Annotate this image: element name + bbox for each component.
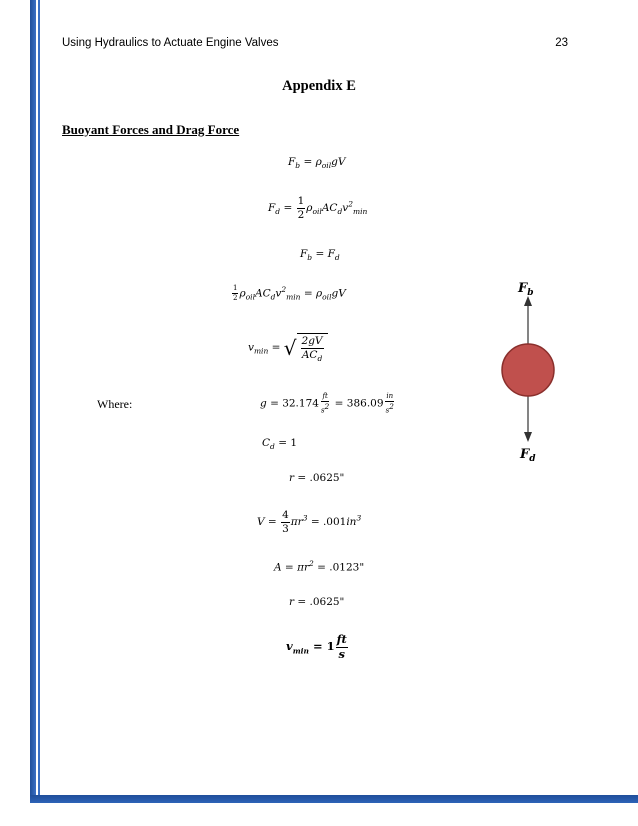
equation-area: $A = \pi r^2 = .0123$"	[274, 559, 365, 574]
equation-drag-coefficient: $C_d = 1$	[262, 437, 298, 452]
equation-gravity: g = 32.174 $\frac{ft}{s^2}$ = 386.09 $\frac{in}{s^2}$	[260, 392, 394, 415]
left-border-line	[38, 0, 40, 803]
equation-drag-force: $F_d$ = $\frac{1}{2}$ $\rho_{oil}AC_dv^2_{min}$	[268, 195, 368, 221]
drag-force-label: $F_d$	[520, 447, 536, 462]
section-title: Buoyant Forces and Drag Force	[62, 122, 240, 137]
equation-radius-repeat: r = .0625"	[289, 596, 345, 608]
equation-force-balance: $F_b = F_d$	[300, 248, 340, 263]
bottom-border-bar	[30, 795, 638, 803]
appendix-title: Appendix E	[282, 78, 356, 94]
running-title: Using Hydraulics to Actuate Engine Valves	[62, 37, 279, 49]
page-header	[62, 37, 568, 49]
equation-vmin-formula: $v_{min}$ = √ $\frac{2gV}{AC_d}$	[248, 333, 328, 362]
equation-radius: r = .0625"	[289, 472, 345, 484]
equation-buoyant-force: $F_b = \rho_{oil}gV$	[288, 156, 346, 171]
ball	[502, 344, 554, 396]
equation-expanded-balance: $\frac{1}{2}$ $\rho_{oil}AC_dv^2_{min} = \rho_{oil}gV$	[233, 284, 346, 302]
page-number: 23	[555, 37, 568, 49]
where-label: Where:	[97, 397, 133, 411]
left-border-bar	[30, 0, 36, 803]
buoyant-force-label: $F_b$	[518, 282, 534, 298]
force-diagram	[490, 282, 580, 462]
equation-vmin-result: $v_{min} = 1$ $\frac{ft}{s}$	[286, 632, 347, 661]
equation-volume: V = $\frac{4}{3}$ $\pi r^3 = .001in^3$	[257, 509, 362, 535]
drag-arrow-head	[524, 432, 532, 442]
